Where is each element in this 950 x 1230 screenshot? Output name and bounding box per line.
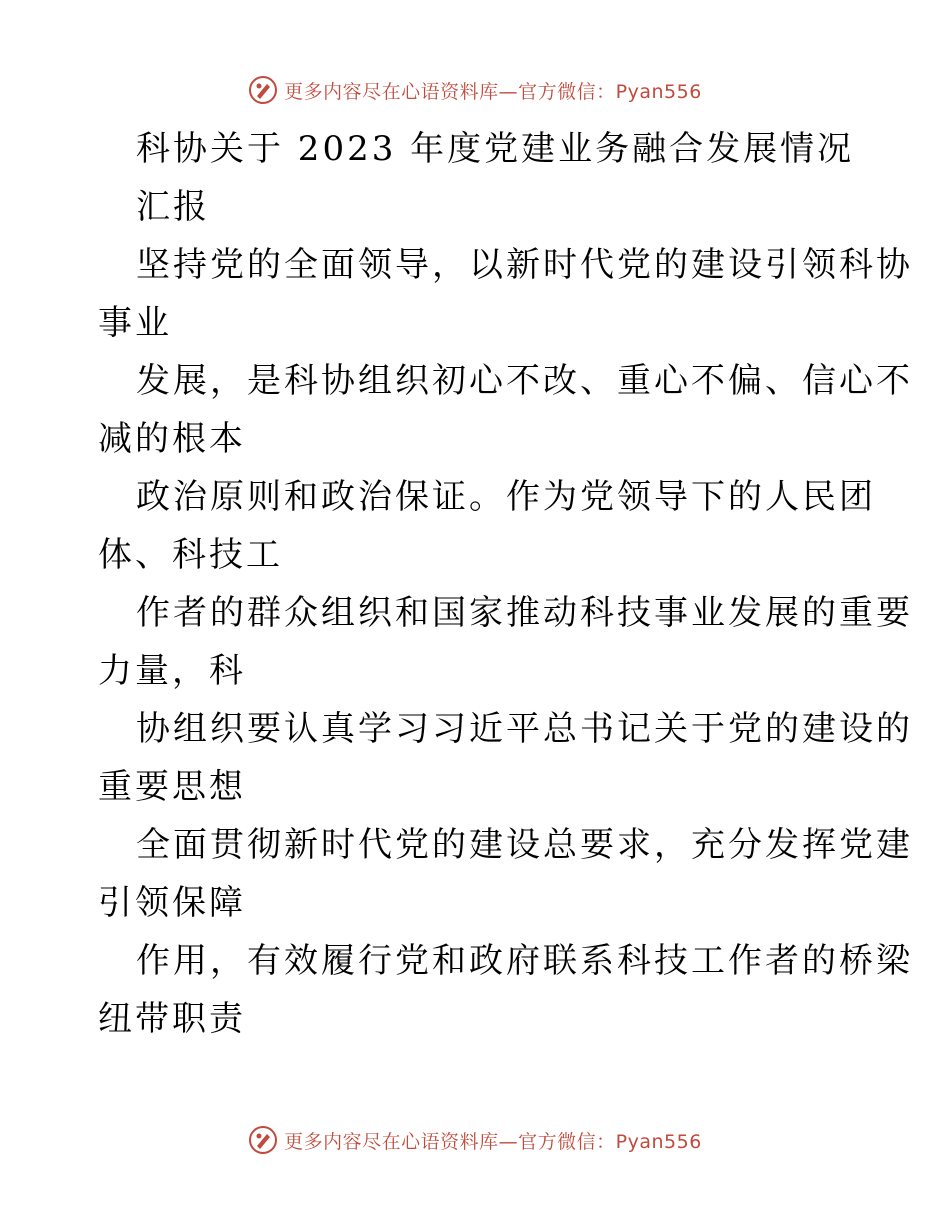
paragraph-line: 协组织要认真学习习近平总书记关于党的建设的 [136, 709, 913, 749]
paragraph-line: 作者的群众组织和国家推动科技事业发展的重要 [136, 593, 913, 633]
paragraph-line: 政治原则和政治保证。作为党领导下的人民团 [136, 477, 876, 517]
paragraph-line: 引领保障 [98, 883, 246, 923]
paragraph-line: 重要思想 [98, 767, 246, 807]
pen-nib-icon [248, 1125, 278, 1155]
pen-nib-icon [248, 75, 278, 105]
document-title-line-1: 科协关于 2023 年度党建业务融合发展情况 [136, 129, 855, 169]
document-title-line-2: 汇报 [136, 187, 210, 227]
footer-banner-text: 更多内容尽在心语资料库—官方微信：Pyan556 [284, 1130, 702, 1153]
paragraph-line: 力量，科 [98, 651, 246, 691]
paragraph-line: 作用，有效履行党和政府联系科技工作者的桥梁 [136, 941, 913, 981]
paragraph-line: 发展，是科协组织初心不改、重心不偏、信心不 [136, 361, 913, 401]
paragraph-line: 事业 [98, 303, 172, 343]
paragraph-line: 坚持党的全面领导，以新时代党的建设引领科协 [136, 245, 913, 285]
footer-banner [0, 1120, 950, 1160]
document-body [98, 120, 913, 1048]
paragraph-line: 减的根本 [98, 419, 246, 459]
paragraph-line: 体、科技工 [98, 535, 283, 575]
header-banner-text: 更多内容尽在心语资料库—官方微信：Pyan556 [284, 80, 702, 103]
paragraph-line: 全面贯彻新时代党的建设总要求，充分发挥党建 [136, 825, 913, 865]
paragraph-line: 纽带职责 [98, 999, 246, 1039]
header-banner [0, 70, 950, 110]
